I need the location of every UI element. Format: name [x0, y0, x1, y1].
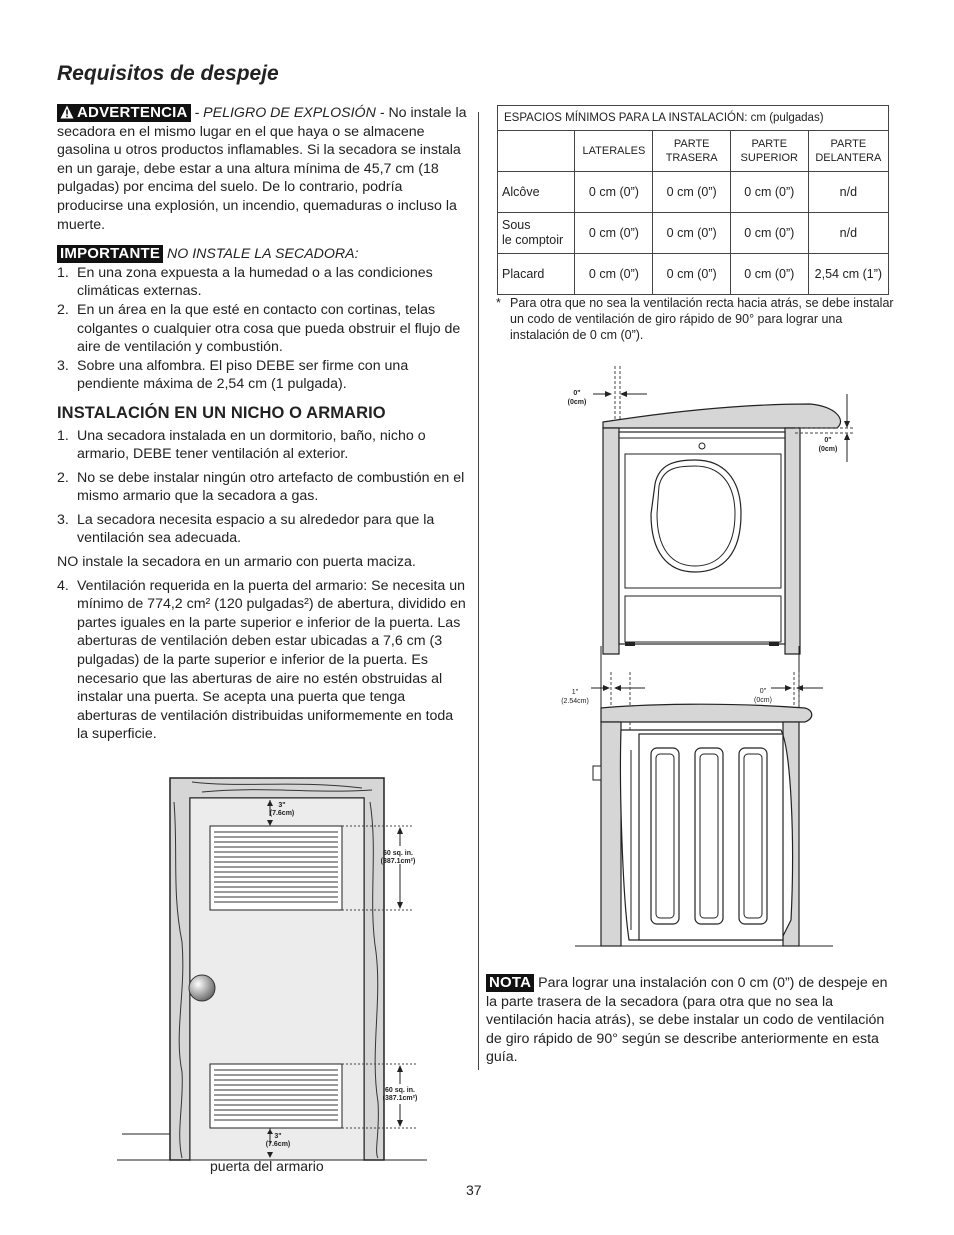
col-header: LATERALES [575, 131, 653, 172]
important-badge: IMPORTANTE [57, 245, 163, 263]
row-header: Placard [498, 254, 575, 295]
col-header: PARTE SUPERIOR [730, 131, 808, 172]
list-item: 2. No se debe instalar ningún otro artefacto de combustión en el mismo armario que la secadora a gas. [57, 469, 465, 505]
important-lead: NO INSTALE LA SECADORA: [163, 246, 359, 263]
page-number: 37 [466, 1182, 482, 1198]
table-corner [498, 131, 575, 172]
list-item: 2. En un área en la que esté en contacto con cortinas, telas colgantes o cualquier otra cosa que pueda obstruir el flujo de aire de ventilación y combustión. [57, 301, 461, 356]
row-header: Sous le comptoir [498, 213, 575, 254]
bottom-vent-label-metric: (387.1cm²) [382, 1095, 418, 1102]
section-list-4 [57, 577, 467, 744]
list-item: 3. La secadora necesita espacio a su alrededor para que la ventilación sea adecuada. [57, 511, 435, 547]
important-list [57, 264, 467, 394]
list-item: 3. Sobre una alfombra. El piso DEBE ser firme con una pendiente máxima de 2,54 cm (1 pulgada). [57, 357, 409, 393]
top-gap-label: 3" [278, 802, 286, 809]
front-right-label: 0" [824, 437, 832, 444]
list-item: 1. Una secadora instalada en un dormitorio, baño, nicho o armario, DEBE tener ventilación al exterior. [57, 427, 426, 463]
closet-door-diagram [112, 772, 432, 1162]
col-header: PARTE TRASERA [653, 131, 730, 172]
table-row: Placard 0 cm (0”) 0 cm (0”) 0 cm (0”) 2,54 cm (1”) [498, 254, 889, 295]
important-line [57, 245, 467, 264]
warning-text: No instale la secadora en el mismo lugar en el que haya o se almacene gasolina u otros productos inflamables. Si la secadora se instala en un garaje, debe estar a una altura mínima de 45,7 cm (18 pulgadas) por encima del suelo. De lo contrario, podría producirse una explosión, un incendio, quemaduras o incluso la muerte. [57, 105, 467, 233]
front-right-label-metric: (0cm) [818, 446, 838, 453]
section-heading: INSTALACIÓN EN UN NICHO O ARMARIO [57, 403, 386, 422]
nota-badge: NOTA [486, 974, 534, 992]
bottom-vent-label: 60 sq. in. [385, 1087, 415, 1094]
door-caption: puerta del armario [210, 1158, 324, 1174]
nota-paragraph [486, 974, 896, 1067]
list-item: 4. Ventilación requerida en la puerta del armario: Se necesita un mínimo de 774,2 cm² (120 pulgadas²) de abertura, dividido en partes iguales en la parte superior e inferior de la puerta. Las aberturas de ventilación deben estar ubicadas a 7,6 cm (3 pulgadas) de la parte superior e inferior de la puerta. Es necesario que las aberturas de aire no estén obstruidas al instalar una puerta. Se acepta una puerta que tenga aberturas de ventilación distribuidas uniformemente en toda la superficie. [57, 577, 466, 743]
column-divider [478, 112, 479, 1070]
side-left-label: 1" [571, 689, 579, 696]
table-header: ESPACIOS MÍNIMOS PARA LA INSTALACIÓN: cm (pulgadas) [498, 106, 889, 131]
bottom-gap-label: 3" [274, 1133, 282, 1140]
top-vent-label-metric: (387.1cm²) [380, 858, 416, 865]
table-row: Alcôve 0 cm (0”) 0 cm (0”) 0 cm (0”) n/d [498, 172, 889, 213]
dryer-side-diagram [555, 640, 865, 950]
left-column [57, 104, 467, 744]
page-title: Requisitos de despeje [57, 62, 279, 85]
bottom-gap-label-metric: (7.6cm) [265, 1141, 291, 1148]
table-row: Sous le comptoir 0 cm (0”) 0 cm (0”) 0 cm (0”) n/d [498, 213, 889, 254]
door-knob-icon [189, 975, 215, 1001]
front-left-label-metric: (0cm) [567, 399, 587, 406]
side-right-label: 0" [759, 688, 767, 695]
front-left-label: 0" [573, 390, 581, 397]
list-item: 1. En una zona expuesta a la humedad o a las condiciones climáticas externas. [57, 264, 433, 300]
section-list [57, 427, 467, 549]
dryer-front-diagram [555, 364, 865, 660]
warning-badge: ADVERTENCIA [57, 104, 191, 122]
top-vent-label: 60 sq. in. [383, 850, 413, 857]
clearance-table [497, 105, 889, 295]
row-header: Alcôve [498, 172, 575, 213]
warning-lead: - PELIGRO DE EXPLOSIÓN - [190, 105, 389, 121]
col-header: PARTE DELANTERA [808, 131, 888, 172]
solid-door-note: NO instale la secadora en un armario con puerta maciza. [57, 554, 416, 571]
warning-paragraph [57, 104, 467, 234]
warning-triangle-icon [60, 105, 74, 119]
top-gap-label-metric: (7.6cm) [269, 810, 295, 817]
table-footnote: * Para otra que no sea la ventilación recta hacia atrás, se debe instalar un codo de ventilación de giro rápido de 90° para lograr una instalación de 0 cm (0”). [496, 296, 894, 342]
nota-text: Para lograr una instalación con 0 cm (0”) de despeje en la parte trasera de la secadora (para otra que no sea la ventilación hacia atrás), se debe instalar un codo de ventilación de giro rápido de 90° según se describe anteriormente en esta guía. [486, 975, 888, 1066]
side-left-label-metric: (2.54cm) [561, 698, 589, 705]
side-right-label-metric: (0cm) [754, 697, 772, 704]
